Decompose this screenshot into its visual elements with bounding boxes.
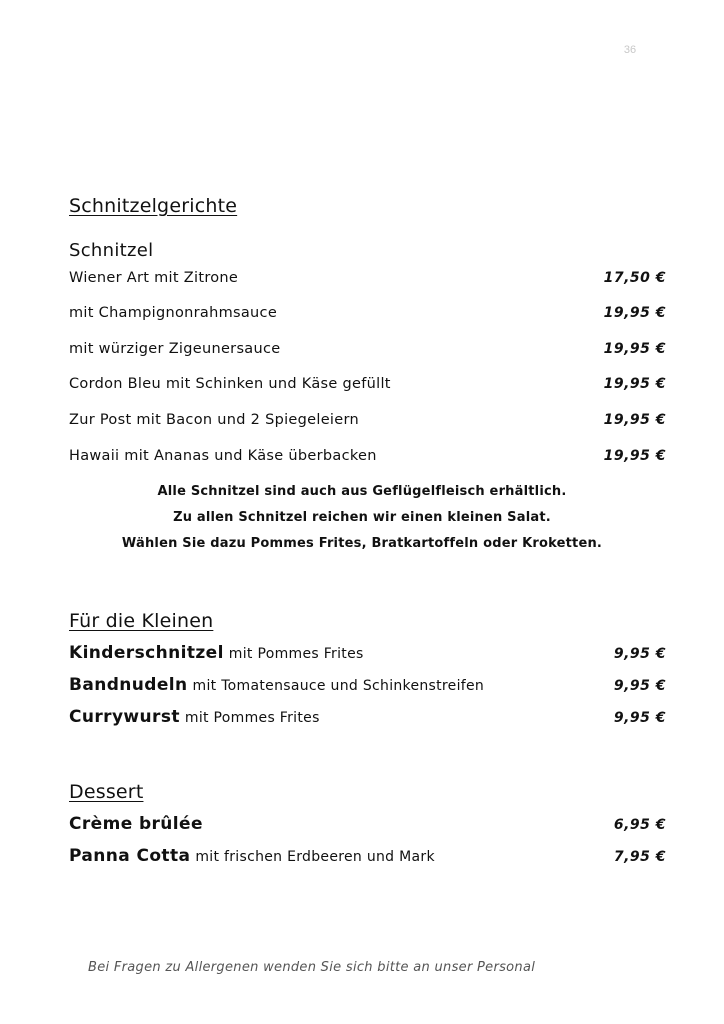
menu-item-panna-cotta	[69, 846, 666, 870]
section-title-schnitzelgerichte: Schnitzelgerichte	[69, 195, 238, 217]
menu-item-kinderschnitzel	[69, 643, 666, 667]
dish-name: Kinderschnitzel	[69, 643, 224, 663]
menu-item-price: 19,95 €	[603, 448, 666, 464]
menu-item-desc: Cordon Bleu mit Schinken und Käse gefüllt	[69, 376, 391, 392]
dish-name: Panna Cotta	[69, 846, 191, 866]
dish-desc: mit Pommes Frites	[184, 710, 320, 726]
menu-item-label	[69, 675, 484, 695]
menu-item-creme-brulee	[69, 814, 666, 838]
menu-item-label	[69, 707, 320, 727]
section-title-kids: Für die Kleinen	[69, 610, 214, 632]
menu-item-price: 7,95 €	[613, 849, 666, 865]
menu-item-desc: Zur Post mit Bacon und 2 Spiegeleiern	[69, 412, 359, 428]
menu-item-desc: mit Champignonrahmsauce	[69, 305, 278, 321]
dish-desc: mit frischen Erdbeeren und Mark	[195, 849, 435, 865]
menu-item-price: 19,95 €	[603, 305, 666, 321]
dish-desc: mit Pommes Frites	[228, 646, 364, 662]
menu-item-hawaii	[69, 448, 666, 472]
menu-item-desc: mit würziger Zigeunersauce	[69, 341, 281, 357]
allergen-footer-note: Bei Fragen zu Allergenen wenden Sie sich bitte an unser Personal	[88, 960, 536, 975]
menu-item-price: 6,95 €	[613, 817, 666, 833]
menu-item-zigeuner	[69, 341, 666, 365]
menu-item-label	[69, 846, 435, 866]
menu-item-label	[69, 643, 364, 663]
menu-item-price: 17,50 €	[603, 270, 666, 286]
menu-item-wiener-art	[69, 270, 666, 294]
dish-name: Currywurst	[69, 707, 180, 727]
page-number: 36	[623, 44, 637, 56]
dish-desc: mit Tomatensauce und Schinkenstreifen	[192, 678, 485, 694]
menu-item-bandnudeln	[69, 675, 666, 699]
menu-item-price: 9,95 €	[613, 646, 666, 662]
menu-item-price: 9,95 €	[613, 710, 666, 726]
menu-item-price: 9,95 €	[613, 678, 666, 694]
menu-item-price: 19,95 €	[603, 341, 666, 357]
menu-item-champignon	[69, 305, 666, 329]
menu-item-cordon-bleu	[69, 376, 666, 400]
dish-name: Crème brûlée	[69, 814, 203, 834]
section-title-dessert: Dessert	[69, 781, 144, 803]
menu-item-zur-post	[69, 412, 666, 436]
note-beilagen: Wählen Sie dazu Pommes Frites, Bratkartoffeln oder Kroketten.	[121, 536, 603, 551]
dish-name: Bandnudeln	[69, 675, 188, 695]
note-salat: Zu allen Schnitzel reichen wir einen kleinen Salat.	[173, 510, 551, 525]
menu-item-desc: Hawaii mit Ananas und Käse überbacken	[69, 448, 377, 464]
subtitle-schnitzel: Schnitzel	[69, 240, 154, 261]
menu-item-desc: Wiener Art mit Zitrone	[69, 270, 239, 286]
menu-item-price: 19,95 €	[603, 376, 666, 392]
menu-item-label	[69, 814, 203, 834]
note-gefluegel: Alle Schnitzel sind auch aus Geflügelfleisch erhältlich.	[157, 484, 567, 499]
menu-item-currywurst	[69, 707, 666, 731]
menu-item-price: 19,95 €	[603, 412, 666, 428]
